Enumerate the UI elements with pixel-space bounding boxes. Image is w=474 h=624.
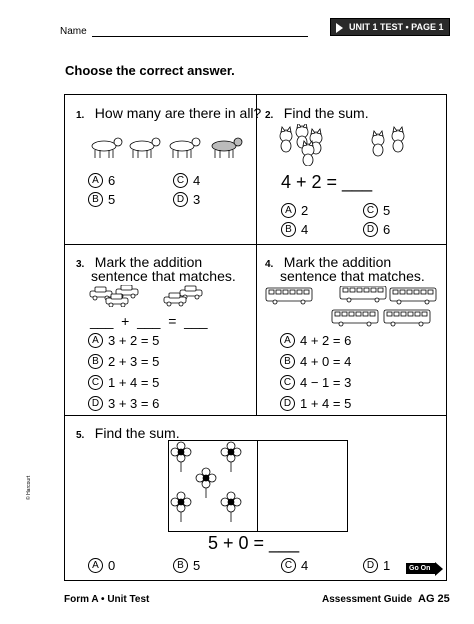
- flowers-illustration: [168, 440, 258, 530]
- footer-form-label: Form A • Unit Test: [64, 594, 150, 605]
- question-text: How many are there in all?: [94, 105, 262, 121]
- flower-icon: [221, 442, 241, 472]
- question-text-line1: Mark the addition: [94, 254, 203, 270]
- q4-option-c[interactable]: C 4 − 1 = 3: [280, 375, 351, 390]
- question-number: 2.: [265, 110, 274, 121]
- grid-divider-row2: [64, 415, 447, 416]
- unit-tag: UNIT 1 TEST • PAGE 1: [330, 18, 450, 36]
- q5-equation: 5 + 0 = ___: [208, 533, 300, 553]
- question-text: Find the sum.: [283, 105, 369, 121]
- bus-icon: [340, 286, 386, 302]
- q2-option-b[interactable]: B 4: [281, 222, 308, 237]
- dog-icon: [212, 138, 242, 158]
- q5-option-a[interactable]: A 0: [88, 558, 115, 573]
- copyright-notice: © Harcourt: [26, 475, 32, 500]
- q3-blank-sentence: ___ + ___ = ___: [90, 313, 208, 329]
- q2-equation: 4 + 2 = ___: [281, 172, 373, 192]
- page-number: AG 25: [418, 593, 450, 605]
- bus-icon: [390, 288, 436, 304]
- dog-icon: [130, 138, 160, 158]
- q1-option-a[interactable]: A 6: [88, 173, 115, 188]
- bus-icon: [266, 288, 312, 304]
- question-number: 4.: [265, 259, 274, 270]
- play-arrow-icon: [336, 23, 343, 33]
- dog-icon: [92, 138, 122, 158]
- dogs-illustration: [88, 133, 248, 163]
- question-number: 1.: [76, 110, 85, 121]
- q2-option-a[interactable]: A 2: [281, 203, 308, 218]
- q5-option-b[interactable]: B 5: [173, 558, 200, 573]
- question-text-line2: sentence that matches.: [91, 268, 236, 284]
- cat-icon: [280, 127, 292, 152]
- q5-option-c[interactable]: C 4: [281, 558, 308, 573]
- footer-guide-label: Assessment Guide: [322, 594, 413, 605]
- q3-option-d[interactable]: D 3 + 3 = 6: [88, 396, 159, 411]
- q3-option-c[interactable]: C 1 + 4 = 5: [88, 375, 159, 390]
- flower-icon: [171, 442, 191, 472]
- flower-icon: [171, 492, 191, 522]
- dog-icon: [170, 138, 200, 158]
- arrow-right-icon: [435, 562, 443, 576]
- q3-option-b[interactable]: B 2 + 3 = 5: [88, 354, 159, 369]
- bus-icon: [332, 310, 378, 326]
- flower-icon: [196, 468, 216, 498]
- cat-icon: [302, 141, 314, 166]
- q3-option-a[interactable]: A 3 + 2 = 5: [88, 333, 159, 348]
- question-number: 3.: [76, 259, 85, 270]
- name-field-line[interactable]: [92, 36, 308, 37]
- q1-option-b[interactable]: B 5: [88, 192, 115, 207]
- cat-icon: [392, 127, 404, 152]
- question-5: [76, 424, 180, 443]
- q1-option-d[interactable]: D 3: [173, 192, 200, 207]
- instruction-heading: Choose the correct answer.: [65, 63, 235, 78]
- q2-option-d[interactable]: D 6: [363, 222, 390, 237]
- q2-option-c[interactable]: C 5: [363, 203, 390, 218]
- q4-option-d[interactable]: D 1 + 4 = 5: [280, 396, 351, 411]
- q1-option-c[interactable]: C 4: [173, 173, 200, 188]
- cat-icon: [372, 131, 384, 156]
- grid-divider-vertical: [256, 94, 257, 415]
- question-2: [265, 104, 369, 123]
- question-text: Find the sum.: [94, 425, 180, 441]
- question-text-line2: sentence that matches.: [280, 268, 425, 284]
- q5-option-d[interactable]: D 1: [363, 558, 390, 573]
- cats-illustration: [278, 124, 418, 166]
- question-1: [76, 104, 261, 123]
- go-on-button[interactable]: Go On: [406, 563, 435, 574]
- cars-illustration: [88, 285, 208, 307]
- bus-icon: [384, 310, 430, 326]
- name-label: Name: [60, 26, 87, 37]
- buses-illustration: [264, 286, 440, 332]
- question-number: 5.: [76, 430, 85, 441]
- question-text-line1: Mark the addition: [283, 254, 392, 270]
- q4-option-a[interactable]: A 4 + 2 = 6: [280, 333, 351, 348]
- flower-icon: [221, 492, 241, 522]
- q4-option-b[interactable]: B 4 + 0 = 4: [280, 354, 351, 369]
- grid-divider-row1: [64, 244, 447, 245]
